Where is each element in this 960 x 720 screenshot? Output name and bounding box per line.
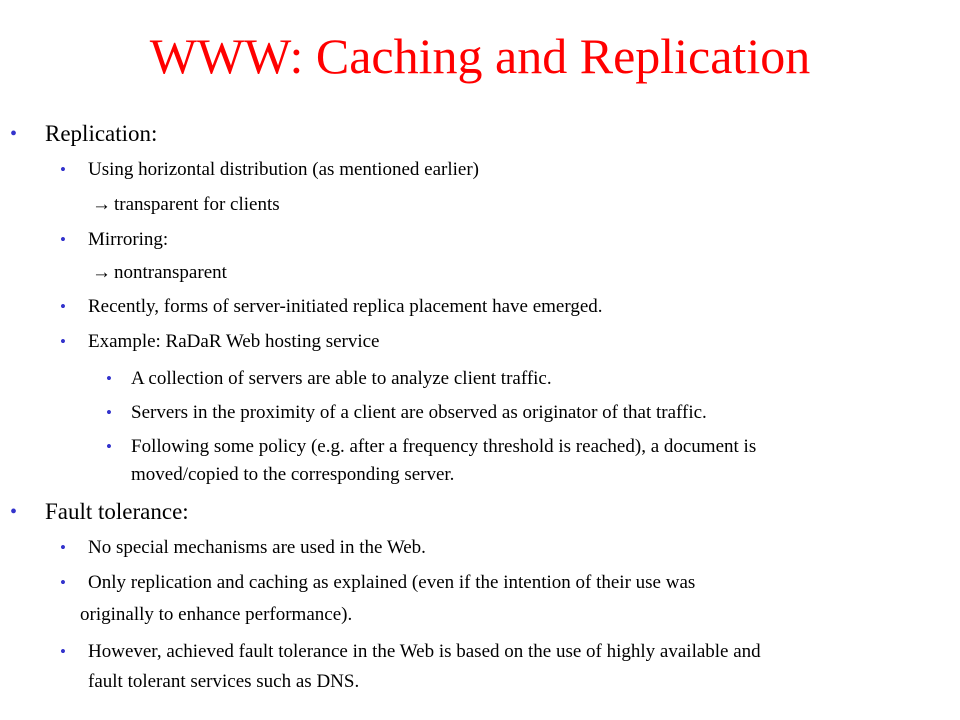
bullet-text: Example: RaDaR Web hosting service	[88, 331, 380, 352]
arrow-right-icon: →	[92, 262, 111, 283]
bullet-text: A collection of servers are able to analyze client traffic.	[131, 368, 552, 389]
bullet-text: Recently, forms of server-initiated replica placement have emerged.	[88, 296, 603, 317]
arrow-line	[92, 261, 227, 285]
bullet-text: Only replication and caching as explained (even if the intention of their use was	[88, 572, 696, 593]
bullet-dot: •	[106, 369, 112, 388]
arrow-text: nontransparent	[114, 262, 227, 283]
bullet-dot: •	[60, 642, 66, 661]
bullet-text-continued: originally to enhance performance).	[80, 604, 353, 625]
bullet-text: Using horizontal distribution (as mentioned earlier)	[88, 159, 479, 180]
bullet-text: Following some policy (e.g. after a frequency threshold is reached), a document is	[131, 436, 757, 457]
bullet-dot: •	[106, 403, 112, 422]
arrow-line	[92, 193, 280, 217]
bullet-text: Servers in the proximity of a client are observed as originator of that traffic.	[131, 402, 707, 423]
bullet-text: Mirroring:	[88, 229, 169, 250]
bullet-text: Replication:	[45, 121, 158, 146]
bullet-dot: •	[60, 332, 66, 351]
slide-title: WWW: Caching and Replication	[149, 28, 811, 84]
bullet-dot: •	[10, 501, 18, 523]
bullet-dot: •	[60, 230, 66, 249]
bullet-text: However, achieved fault tolerance in the Web is based on the use of highly available and	[88, 641, 761, 662]
bullet-text-continued: fault tolerant services such as DNS.	[88, 671, 360, 692]
arrow-right-icon: →	[92, 194, 111, 215]
bullet-text: Fault tolerance:	[45, 499, 189, 524]
bullet-dot: •	[60, 573, 66, 592]
bullet-text: No special mechanisms are used in the Web.	[88, 537, 426, 558]
bullet-dot: •	[60, 297, 66, 316]
arrow-text: transparent for clients	[114, 194, 280, 215]
bullet-dot: •	[10, 123, 18, 145]
bullet-dot: •	[60, 160, 66, 179]
bullet-text-continued: moved/copied to the corresponding server.	[131, 464, 455, 485]
bullet-dot: •	[60, 538, 66, 557]
bullet-dot: •	[106, 437, 112, 456]
